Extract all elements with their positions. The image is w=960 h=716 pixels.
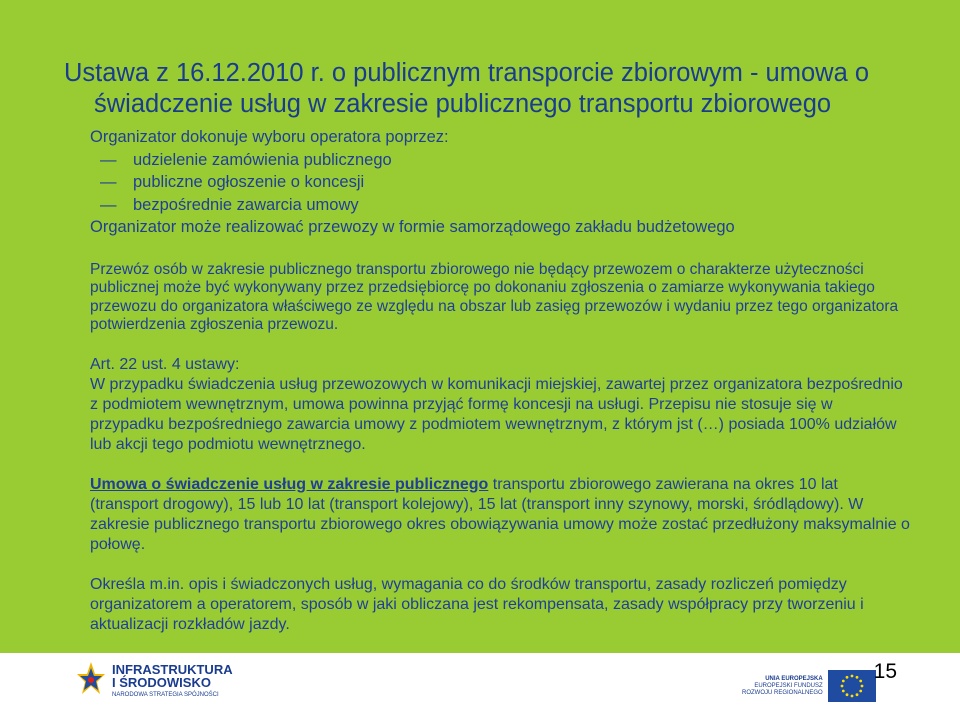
title-line-2: świadczenie usług w zakresie publicznego transportu zbiorowego [94,90,832,118]
section1-intro: Organizator dokonuje wyboru operatora poprzez: [90,128,449,146]
logo-right-line2: EUROPEJSKI FUNDUSZ [754,682,823,689]
list-item: — publiczne ogłoszenie o koncesji [90,171,910,194]
section4-bold: Umowa o świadczenie usług w zakresie publicznego [90,475,489,493]
title-line-1: Ustawa z 16.12.2010 r. o publicznym transporcie zbiorowym - umowa o [64,59,870,87]
section3-text: W przypadku świadczenia usług przewozowych w komunikacji miejskiej, zawartej przez organizatora bezpośrednio z podmiotem wewnętrznym, umowa powinna przyjąć formę koncesji na usługi. Przepisu nie stosuje się w przypadku bezpośredniego zawarcia umowy z podmiotem wewnętrznym, z którym jst (…) posiada 100% udziałów lub akcji tego podmiotu wewnętrznego. [90,375,903,453]
logo-left-sub: NARODOWA STRATEGIA SPÓJNOŚCI [112,691,219,698]
section3-heading: Art. 22 ust. 4 ustawy: [90,355,240,373]
logo-left-line2: I ŚRODOWISKO [112,674,211,690]
list-item: — udzielenie zamówienia publicznego [90,149,910,172]
section4-text [90,475,910,555]
eu-logo [742,670,876,702]
slide-title [64,58,944,120]
list-item: — bezpośrednie zawarcia umowy [90,194,910,217]
section5-text: Określa m.in. opis i świadczonych usług, wymagania co do środków transportu, zasady rozliczeń pomiędzy organizatorem a operatorem, sposób w jaki obliczana jest rekompensata, zasady współpracy przy tworzeniu i aktualizacji rozkładów jazdy. [90,575,864,633]
section1-note: Organizator może realizować przewozy w formie samorządowego zakładu budżetowego [90,218,735,236]
section2-text: Przewóz osób w zakresie publicznego transportu zbiorowego nie będący przewozem o charakterze użyteczności publicznej może być wykonywany przez przedsiębiorcę po dokonaniu zgłoszenia o zamiarze wykonywania takiego przewozu do organizatora właściwego ze względu na obszar lub zasięg przewozów i wydaniu przez tego organizatora potwierdzenia zgłoszenia przewozu. [90,260,899,333]
eu-flag-icon [828,670,876,702]
logo-right-line3: ROZWOJU REGIONALNEGO [742,689,823,696]
slide-body [90,126,910,635]
section4-rest: transportu zbiorowego zawierana na okres 10 lat (transport drogowy), 15 lub 10 lat (transport kolejowy), 15 lat (transport inny szynowy, morski, śródlądowy). W zakresie publicznego transportu zbiorowego okres obowiązywania umowy może zostać przedłużony maksymalnie o połowę. [90,475,910,553]
logo-left-line1: INFRASTRUKTURA [112,661,233,677]
star-logo-icon [76,660,106,700]
logo-right-line1: UNIA EUROPEJSKA [765,675,823,682]
page-number: 15 [873,660,897,683]
infrastruktura-logo [76,660,233,700]
